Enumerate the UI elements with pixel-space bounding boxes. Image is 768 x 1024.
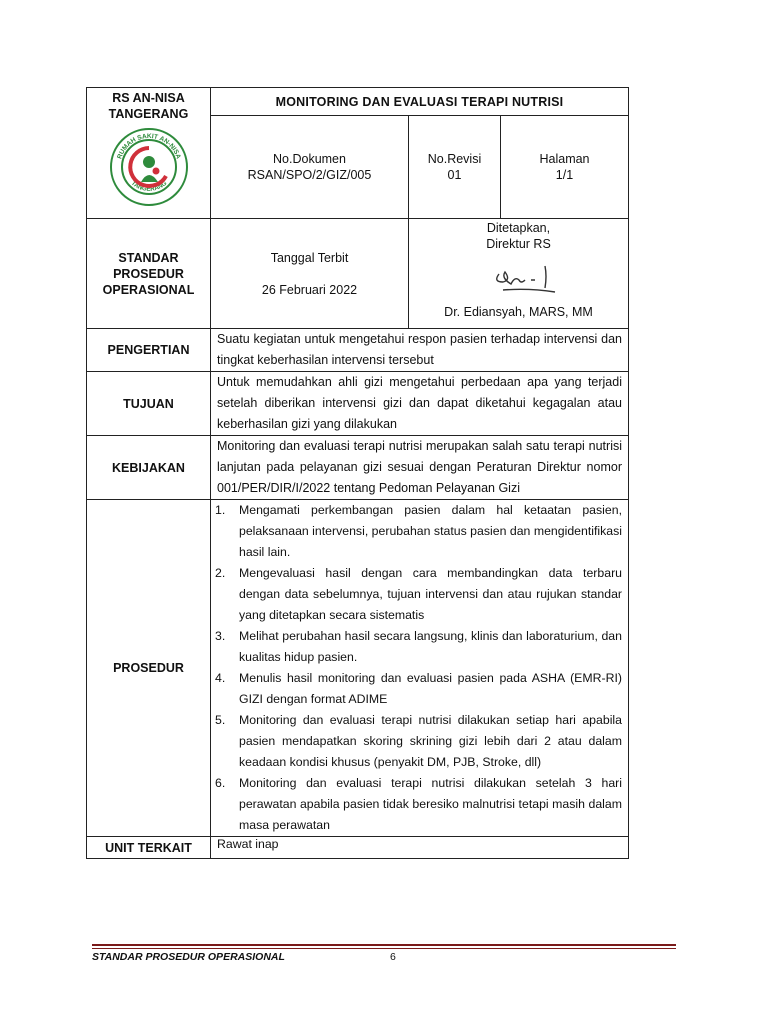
signatory-name: Dr. Ediansyah, MARS, MM [444, 305, 593, 319]
document-title: MONITORING DAN EVALUASI TERAPI NUTRISI [211, 88, 629, 116]
spo-label-cell [87, 219, 211, 329]
prosedur-item [211, 626, 628, 668]
prosedur-item-text: Melihat perubahan hasil secara langsung, klinis dan laboraturium, dan kualitas hidup pasien. [239, 629, 622, 664]
prosedur-item-number: 4. [215, 671, 226, 685]
prosedur-item [211, 668, 628, 710]
ditetapkan-label: Ditetapkan, [486, 221, 551, 235]
prosedur-item-text: Mengamati perkembangan pasien dalam hal ketaatan pasien, pelaksanaan intervensi, perubahan status pasien dan mengidentifikasi hasil lain. [239, 503, 622, 559]
svg-text:RUMAH SAKIT AN-NISA: RUMAH SAKIT AN-NISA [115, 132, 182, 160]
prosedur-item-number: 6. [215, 776, 226, 790]
footer-rule [92, 944, 676, 946]
tujuan-text: Untuk memudahkan ahli gizi mengetahui perbedaan apa yang terjadi setelah diberikan intervensi gizi dan dapat diketahui kegagalan atau keberhasilan gizi yang dilakukan [211, 372, 629, 436]
prosedur-item [211, 710, 628, 773]
prosedur-item-text: Menulis hasil monitoring dan evaluasi pasien pada ASHA (EMR-RI) GIZI dengan format ADIME [239, 671, 622, 706]
halaman-label: Halaman [539, 152, 590, 166]
pengertian-label: PENGERTIAN [87, 329, 211, 372]
kebijakan-label: KEBIJAKAN [87, 436, 211, 500]
approval-cell [409, 219, 629, 329]
prosedur-item [211, 500, 628, 563]
no-revisi-label: No.Revisi [427, 152, 482, 166]
hospital-name: RS AN-NISA [112, 91, 185, 105]
svg-text:TANGERANG: TANGERANG [129, 179, 168, 193]
hospital-city: TANGERANG [108, 107, 189, 121]
no-revisi-value: 01 [447, 168, 462, 182]
prosedur-item-number: 1. [215, 503, 226, 517]
spo-label-line: STANDAR [118, 250, 179, 265]
prosedur-item-number: 2. [215, 566, 226, 580]
tanggal-terbit-value: 26 Februari 2022 [261, 282, 358, 297]
prosedur-item-text: Monitoring dan evaluasi terapi nutrisi dilakukan setiap hari apabila pasien mendapatkan skoring skrining gizi lebih dari 2 atau dalam keadaan kondisi khusus (penyakit DM, PJB, Stroke, dll) [239, 713, 622, 769]
no-dokumen-cell [211, 116, 409, 219]
halaman-value: 1/1 [555, 168, 574, 182]
unit-terkait-label: UNIT TERKAIT [87, 837, 211, 859]
prosedur-item-number: 3. [215, 629, 226, 643]
prosedur-cell [211, 500, 629, 837]
spo-label-line: OPERASIONAL [102, 282, 195, 297]
tanggal-terbit-cell [211, 219, 409, 329]
prosedur-item-text: Mengevaluasi hasil dengan cara membandingkan data terbaru dengan data sebelumnya, tujuan intervensi dan atau rujukan standar yang ditetapkan secara sistematis [239, 566, 622, 622]
kebijakan-text: Monitoring dan evaluasi terapi nutrisi merupakan salah satu terapi nutrisi lanjutan pada pelayanan gizi sesuai dengan Peraturan Direktur nomor 001/PER/DIR/I/2022 tentang Pedoman Pelayanan Gizi [211, 436, 629, 500]
halaman-cell [501, 116, 629, 219]
prosedur-list [211, 500, 628, 836]
prosedur-item-number: 5. [215, 713, 226, 727]
no-dokumen-value: RSAN/SPO/2/GIZ/005 [247, 168, 372, 182]
hospital-logo [108, 126, 190, 208]
footer-rule [92, 948, 676, 949]
page-number: 6 [390, 951, 396, 963]
direktur-label: Direktur RS [486, 237, 551, 251]
prosedur-item [211, 773, 628, 836]
unit-terkait-text: Rawat inap [211, 837, 629, 859]
prosedur-item [211, 563, 628, 626]
prosedur-label: PROSEDUR [87, 500, 211, 837]
spo-label-line: PROSEDUR [113, 266, 184, 281]
sop-document-table [86, 87, 629, 859]
no-dokumen-label: No.Dokumen [273, 152, 346, 166]
tanggal-terbit-label: Tanggal Terbit [270, 250, 349, 265]
prosedur-item-text: Monitoring dan evaluasi terapi nutrisi dilakukan setelah 3 hari perawatan apabila pasien tidak beresiko malnutrisi tetapi masih dalam masa perawatan [239, 776, 622, 832]
no-revisi-cell [409, 116, 501, 219]
signature [409, 252, 628, 304]
pengertian-text: Suatu kegiatan untuk mengetahui respon pasien terhadap intervensi dan tingkat keberhasilan intervensi tersebut [211, 329, 629, 372]
footer-title: STANDAR PROSEDUR OPERASIONAL [92, 951, 285, 963]
hospital-header-cell [87, 88, 211, 219]
tujuan-label: TUJUAN [87, 372, 211, 436]
